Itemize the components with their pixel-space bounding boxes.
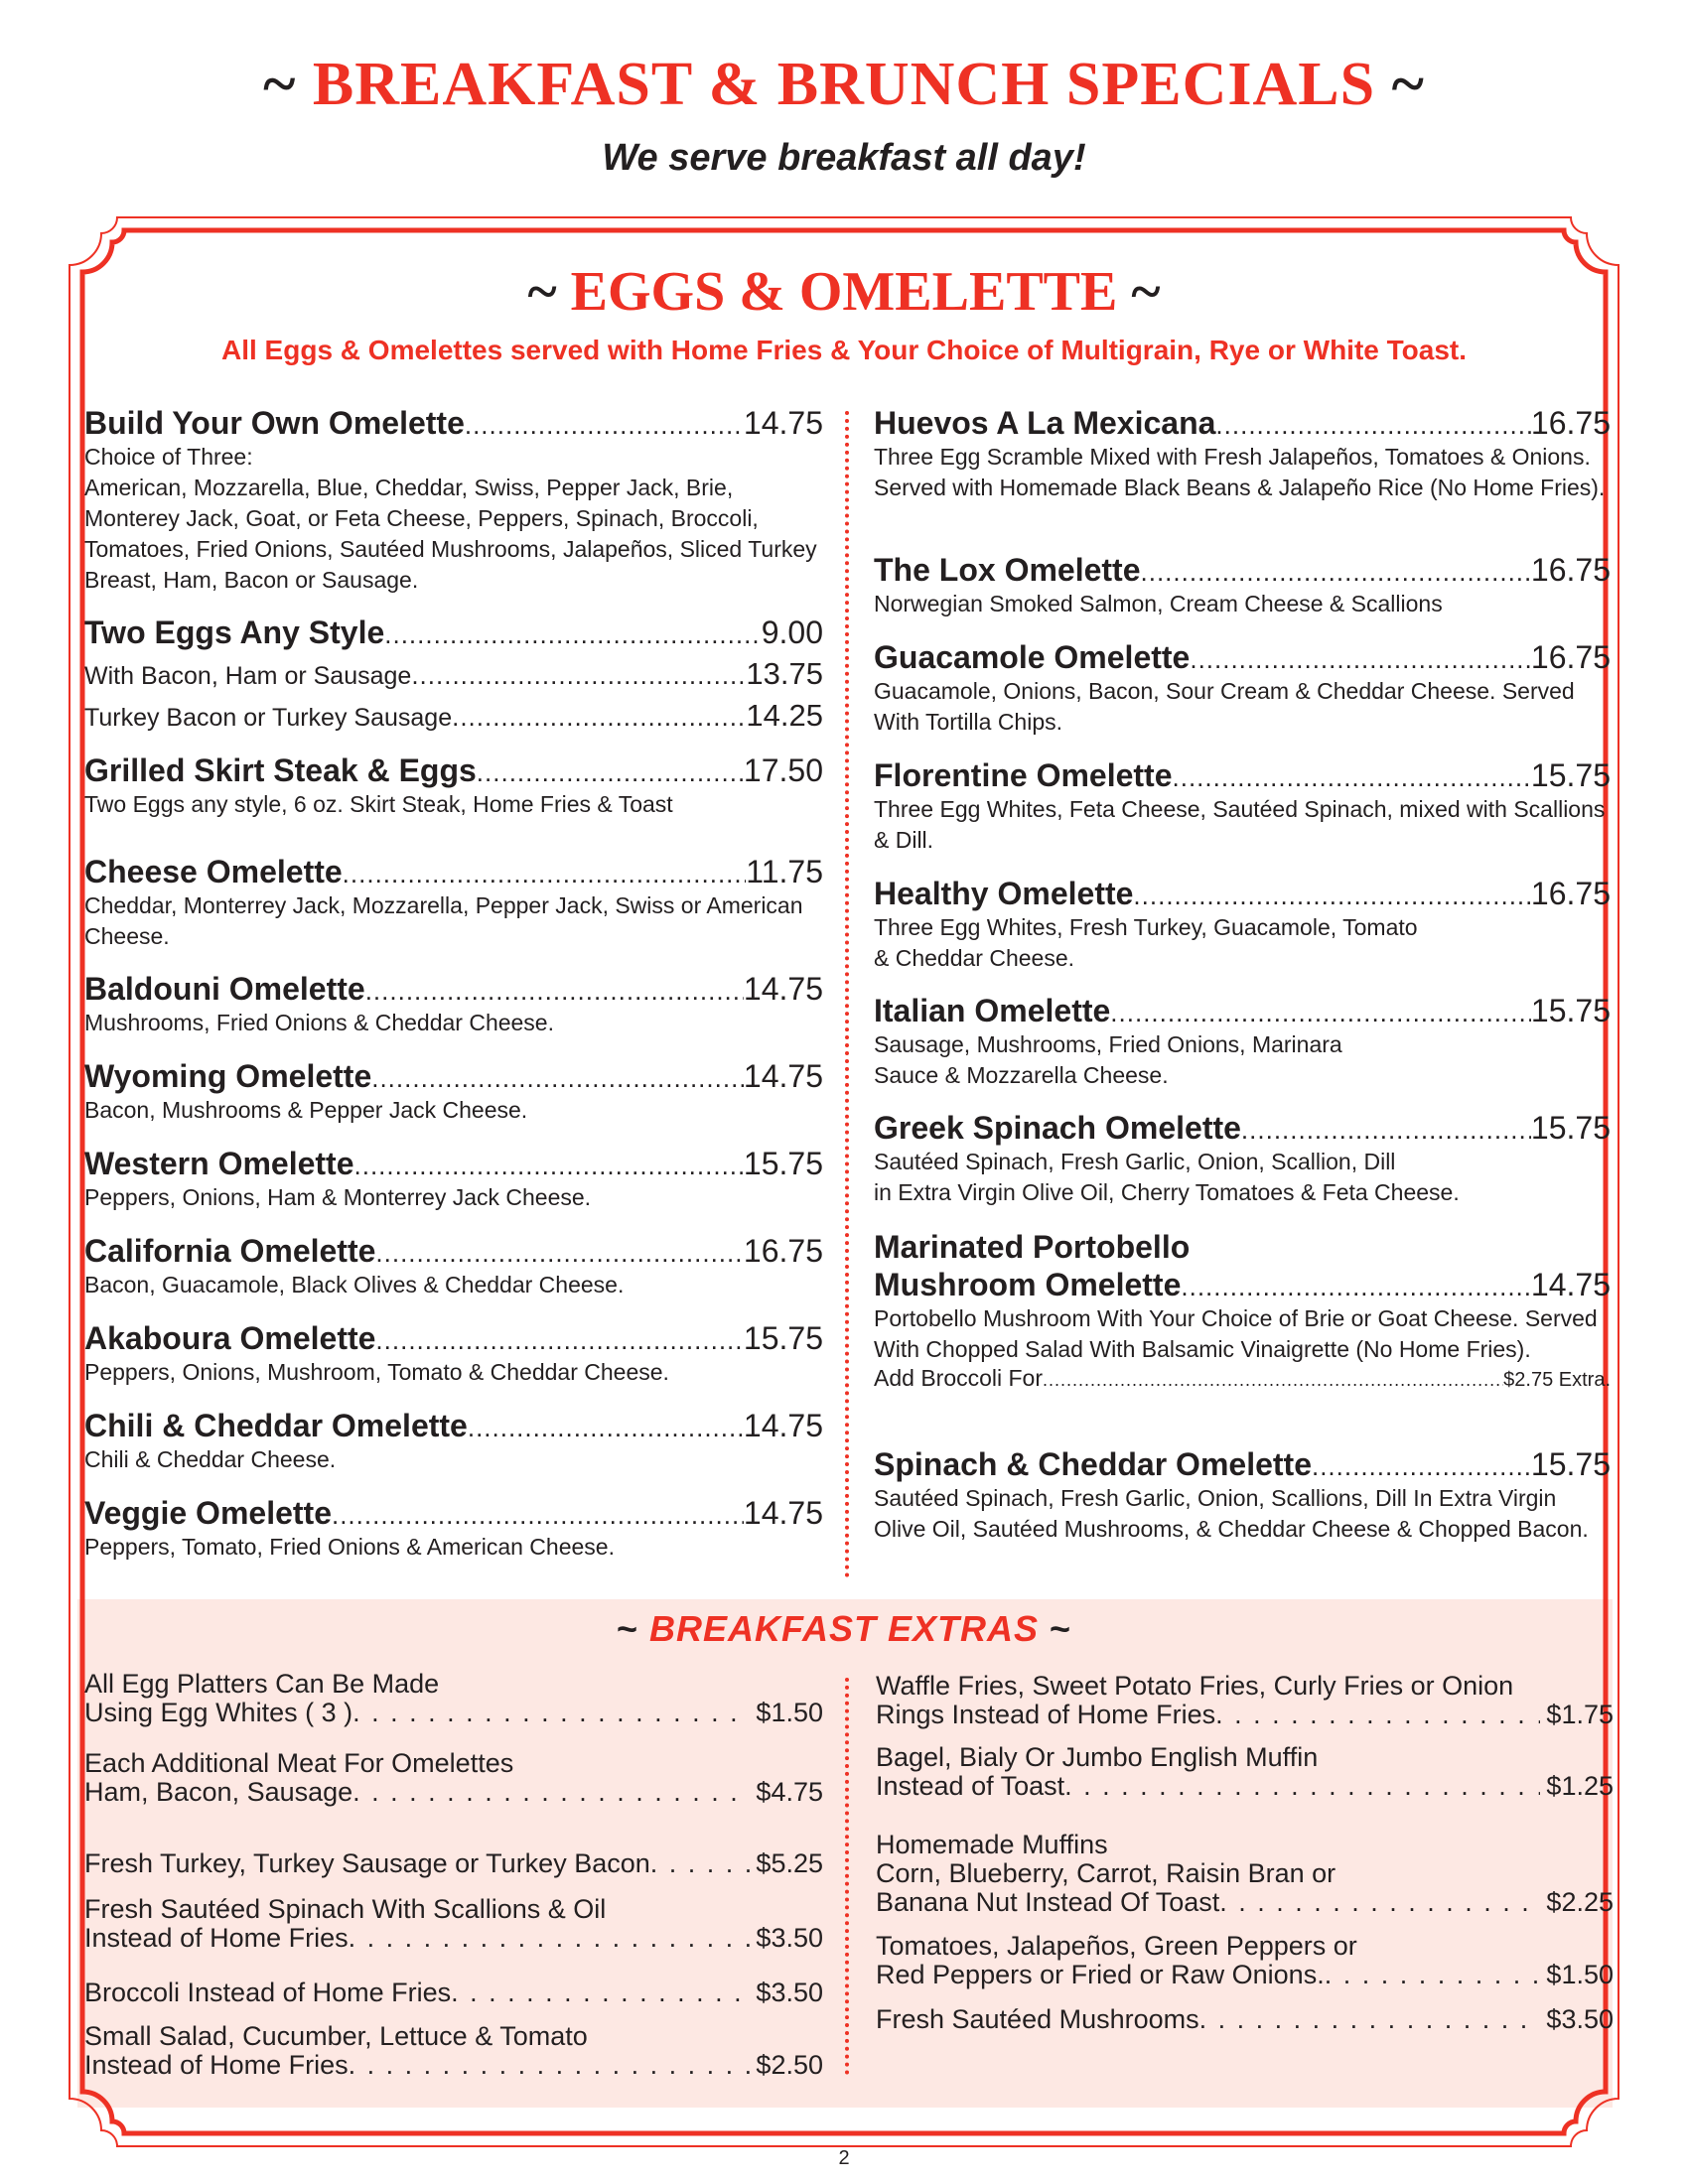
extra-name: Broccoli Instead of Home Fries — [84, 1978, 452, 2007]
extras-tilde-right: ~ — [1050, 1608, 1072, 1649]
item-price: 11.75 — [746, 854, 823, 889]
sub-item-name: With Bacon, Ham or Sausage — [84, 662, 412, 690]
item-name: Chili & Cheddar Omelette — [84, 1408, 468, 1443]
leader-dots — [1064, 1772, 1540, 1801]
item-name: Grilled Skirt Steak & Eggs — [84, 752, 477, 788]
item-price: 15.75 — [743, 1320, 823, 1356]
item-price: 15.75 — [1530, 993, 1611, 1028]
item-price: 14.75 — [743, 1408, 823, 1443]
extra-name: Fresh Sautéed Mushrooms — [876, 2004, 1199, 2034]
item-description: Sauce & Mozzarella Cheese. — [874, 1062, 1169, 1088]
item-description: Mushrooms, Fried Onions & Cheddar Cheese. — [84, 1010, 554, 1035]
extra-item — [84, 1749, 823, 1807]
leader-dots — [375, 1325, 744, 1356]
menu-item — [84, 405, 823, 596]
extra-item — [876, 1743, 1614, 1801]
extra-price: $3.50 — [1546, 2004, 1614, 2034]
extra-item — [84, 1979, 823, 2007]
item-description: Three Egg Scramble Mixed with Fresh Jalapeños, Tomatoes & Onions. Served with Homemade Black Beans & Jalapeño Rice (No Home Fries). — [874, 444, 1606, 500]
item-price: 16.75 — [1530, 552, 1611, 588]
extra-name: Instead of Toast — [876, 1771, 1065, 1801]
item-name: Cheese Omelette — [84, 854, 343, 889]
item-description: Guacamole, Onions, Bacon, Sour Cream & Cheddar Cheese. Served With Tortilla Chips. — [874, 678, 1575, 735]
addon-price: $2.75 Extra. — [1503, 1369, 1611, 1391]
leader-dots — [352, 1778, 750, 1807]
menu-item — [874, 1227, 1611, 1392]
menu-item — [84, 614, 823, 734]
leader-dots — [1312, 1451, 1531, 1482]
leader-dots — [1215, 410, 1531, 441]
leader-dots — [349, 1924, 751, 1953]
extra-line1: Small Salad, Cucumber, Lettuce & Tomato — [84, 2021, 588, 2051]
leader-dots — [365, 976, 744, 1007]
leader-dots — [1199, 2005, 1541, 2034]
leader-dots — [452, 702, 746, 733]
menu-item — [84, 1233, 823, 1300]
extra-price: $3.50 — [756, 1978, 823, 2007]
extra-price: $1.50 — [1546, 1960, 1614, 1989]
item-price: 15.75 — [1530, 1446, 1611, 1482]
menu-item — [874, 1110, 1611, 1208]
extra-price: $5.25 — [756, 1848, 823, 1878]
menu-item — [84, 971, 823, 1038]
item-name: Guacamole Omelette — [874, 639, 1191, 675]
extra-line1: Homemade Muffins — [876, 1830, 1108, 1859]
extra-name: Fresh Turkey, Turkey Sausage or Turkey Bacon — [84, 1848, 650, 1878]
item-description: & Cheddar Cheese. — [874, 945, 1075, 971]
extra-name: Red Peppers or Fried or Raw Onions. — [876, 1960, 1325, 1989]
item-price: 16.75 — [1530, 876, 1611, 911]
extra-item — [876, 1932, 1614, 1989]
item-name: Italian Omelette — [874, 993, 1111, 1028]
item-name: Two Eggs Any Style — [84, 614, 385, 650]
menu-item — [874, 552, 1611, 619]
menu-item — [84, 1058, 823, 1126]
extra-item — [84, 1849, 823, 1878]
item-description: Peppers, Tomato, Fried Onions & American Cheese. — [84, 1534, 615, 1560]
title-tilde-left: ~ — [263, 51, 297, 118]
item-description: Three Egg Whites, Fresh Turkey, Guacamole, Tomato — [874, 914, 1418, 940]
menu-item — [874, 993, 1611, 1091]
item-name: Baldouni Omelette — [84, 971, 365, 1007]
item-description: Peppers, Onions, Mushroom, Tomato & Cheddar Cheese. — [84, 1359, 669, 1385]
leader-dots — [1241, 1115, 1531, 1146]
leader-dots — [465, 410, 744, 441]
leader-dots — [1190, 644, 1531, 675]
leader-dots — [411, 660, 746, 691]
leader-dots — [468, 1413, 744, 1443]
title-main: BREAKFAST & BRUNCH SPECIALS — [312, 51, 1376, 118]
leader-dots — [1141, 557, 1531, 588]
extras-title — [0, 1608, 1688, 1650]
menu-item — [84, 1495, 823, 1563]
extra-name: Rings Instead of Home Fries — [876, 1700, 1216, 1729]
leader-dots — [371, 1063, 744, 1094]
leader-dots — [1219, 1888, 1540, 1917]
menu-item — [84, 854, 823, 952]
leader-dots — [354, 1151, 744, 1181]
menu-item — [874, 757, 1611, 856]
leader-dots — [477, 757, 744, 788]
item-name-line1: Marinated Portobello — [874, 1229, 1191, 1265]
extra-item — [84, 1670, 823, 1727]
extra-line1: All Egg Platters Can Be Made — [84, 1669, 440, 1699]
item-description: Sausage, Mushrooms, Fried Onions, Marinara — [874, 1031, 1342, 1057]
page-number: 2 — [838, 2147, 850, 2169]
item-price: 14.75 — [1530, 1267, 1611, 1302]
extra-item — [876, 1831, 1614, 1917]
item-name: Build Your Own Omelette — [84, 405, 465, 441]
extras-tilde-left: ~ — [616, 1608, 638, 1649]
item-name: Greek Spinach Omelette — [874, 1110, 1241, 1146]
extra-name: Instead of Home Fries — [84, 2050, 349, 2080]
menu-item — [874, 876, 1611, 974]
leader-dots — [1133, 881, 1531, 911]
item-price: 14.75 — [743, 971, 823, 1007]
item-name: Wyoming Omelette — [84, 1058, 372, 1094]
sub-item-price: 13.75 — [746, 656, 823, 691]
item-description: Sautéed Spinach, Fresh Garlic, Onion, Scallion, Dill — [874, 1149, 1396, 1174]
extra-item — [84, 2022, 823, 2080]
leader-dots — [332, 1500, 744, 1531]
menu-item — [84, 1320, 823, 1388]
extra-line1: Fresh Sautéed Spinach With Scallions & Oil — [84, 1894, 607, 1924]
extra-line2: Corn, Blueberry, Carrot, Raisin Bran or — [876, 1858, 1336, 1888]
item-price: 9.00 — [761, 614, 823, 650]
extra-item — [876, 2005, 1614, 2034]
leader-dots — [1043, 1370, 1503, 1391]
leader-dots — [352, 1699, 750, 1727]
addon-name: Add Broccoli For — [874, 1365, 1044, 1391]
menu-item — [84, 752, 823, 820]
item-description: Cheddar, Monterrey Jack, Mozzarella, Pepper Jack, Swiss or American Cheese. — [84, 892, 803, 949]
leader-dots — [343, 859, 747, 889]
extra-price: $1.50 — [756, 1698, 823, 1727]
extras-title-main: BREAKFAST EXTRAS — [648, 1608, 1040, 1649]
item-price: 15.75 — [1530, 757, 1611, 793]
leader-dots — [349, 2051, 751, 2080]
extra-price: $1.75 — [1546, 1700, 1614, 1729]
title-tilde-right: ~ — [1391, 51, 1425, 118]
extra-name: Using Egg Whites ( 3 ) — [84, 1698, 353, 1727]
item-description: Peppers, Onions, Ham & Monterrey Jack Cheese. — [84, 1184, 592, 1210]
leader-dots — [375, 1238, 744, 1269]
leader-dots — [1215, 1701, 1540, 1729]
item-description: in Extra Virgin Olive Oil, Cherry Tomatoes & Feta Cheese. — [874, 1179, 1460, 1205]
leader-dots — [650, 1849, 751, 1878]
extra-line1: Each Additional Meat For Omelettes — [84, 1748, 514, 1778]
item-description: Bacon, Mushrooms & Pepper Jack Cheese. — [84, 1097, 528, 1123]
leader-dots — [1173, 762, 1531, 793]
sub-item-name: Turkey Bacon or Turkey Sausage — [84, 704, 453, 732]
leader-dots — [451, 1979, 750, 2007]
section-tilde-left: ~ — [527, 261, 557, 323]
item-price: 17.50 — [743, 752, 823, 788]
item-name: The Lox Omelette — [874, 552, 1141, 588]
column-divider — [845, 411, 849, 1578]
eggs-section-note: All Eggs & Omelettes served with Home Fries & Your Choice of Multigrain, Rye or White Toast. — [221, 335, 1467, 365]
item-description: Portobello Mushroom With Your Choice of Brie or Goat Cheese. Served With Chopped Salad With Balsamic Vinaigrette (No Home Fries). — [874, 1305, 1598, 1362]
item-name: Florentine Omelette — [874, 757, 1173, 793]
menu-item — [874, 639, 1611, 738]
item-description: Three Egg Whites, Feta Cheese, Sautéed Spinach, mixed with Scallions & Dill. — [874, 796, 1606, 853]
item-description: Two Eggs any style, 6 oz. Skirt Steak, Home Fries & Toast — [84, 791, 673, 817]
extra-price: $2.25 — [1546, 1887, 1614, 1917]
item-name: Healthy Omelette — [874, 876, 1134, 911]
item-name: Spinach & Cheddar Omelette — [874, 1446, 1312, 1482]
sub-item-price: 14.25 — [746, 698, 823, 733]
item-description: Norwegian Smoked Salmon, Cream Cheese & Scallions — [874, 591, 1443, 616]
item-price: 16.75 — [743, 1233, 823, 1269]
extra-price: $2.50 — [756, 2050, 823, 2080]
item-name: Akaboura Omelette — [84, 1320, 376, 1356]
extra-line1: Tomatoes, Jalapeños, Green Peppers or — [876, 1931, 1357, 1961]
extras-column-divider — [845, 1678, 849, 2075]
item-price: 15.75 — [743, 1146, 823, 1181]
extra-item — [84, 1895, 823, 1953]
section-tilde-right: ~ — [1131, 261, 1161, 323]
extra-line1: Waffle Fries, Sweet Potato Fries, Curly Fries or Onion — [876, 1671, 1514, 1701]
leader-dots — [1110, 998, 1531, 1028]
page-subtitle: We serve breakfast all day! — [602, 137, 1086, 179]
item-price: 14.75 — [743, 405, 823, 441]
leader-dots — [1325, 1961, 1541, 1989]
extra-name: Banana Nut Instead Of Toast — [876, 1887, 1220, 1917]
extra-price: $3.50 — [756, 1923, 823, 1953]
item-description: Choice of Three: — [84, 444, 253, 470]
item-name: Huevos A La Mexicana — [874, 405, 1216, 441]
extra-name: Ham, Bacon, Sausage — [84, 1777, 353, 1807]
item-price: 16.75 — [1530, 405, 1611, 441]
item-price: 16.75 — [1530, 639, 1611, 675]
menu-item — [874, 405, 1611, 503]
section-title-main: EGGS & OMELETTE — [570, 261, 1118, 323]
menu-item — [84, 1408, 823, 1475]
item-description: Bacon, Guacamole, Black Olives & Cheddar Cheese. — [84, 1272, 625, 1297]
item-price: 15.75 — [1530, 1110, 1611, 1146]
eggs-section-title — [0, 260, 1688, 324]
item-description: American, Mozzarella, Blue, Cheddar, Swiss, Pepper Jack, Brie, Monterey Jack, Goat, or Feta Cheese, Peppers, Spinach, Broccoli, Tomatoes, Fried Onions, Sautéed Mushrooms, Jalapeños, Sliced Turkey Breast, Ham, Bacon or Sausage. — [84, 475, 817, 593]
extra-name: Instead of Home Fries — [84, 1923, 349, 1953]
item-name: Veggie Omelette — [84, 1495, 332, 1531]
extra-item — [876, 1672, 1614, 1729]
item-price: 14.75 — [743, 1495, 823, 1531]
item-name: Mushroom Omelette — [874, 1267, 1182, 1302]
item-name: California Omelette — [84, 1233, 376, 1269]
extra-price: $4.75 — [756, 1777, 823, 1807]
leader-dots — [1181, 1272, 1531, 1302]
item-description: Chili & Cheddar Cheese. — [84, 1446, 337, 1472]
menu-item — [84, 1146, 823, 1213]
item-price: 14.75 — [743, 1058, 823, 1094]
leader-dots — [384, 619, 761, 650]
item-name: Western Omelette — [84, 1146, 354, 1181]
item-description: Sautéed Spinach, Fresh Garlic, Onion, Scallions, Dill In Extra Virgin Olive Oil, Sautéed Mushrooms, & Cheddar Cheese & Chopped Bacon. — [874, 1485, 1589, 1542]
extra-price: $1.25 — [1546, 1771, 1614, 1801]
extra-line1: Bagel, Bialy Or Jumbo English Muffin — [876, 1742, 1319, 1772]
menu-item — [874, 1446, 1611, 1545]
